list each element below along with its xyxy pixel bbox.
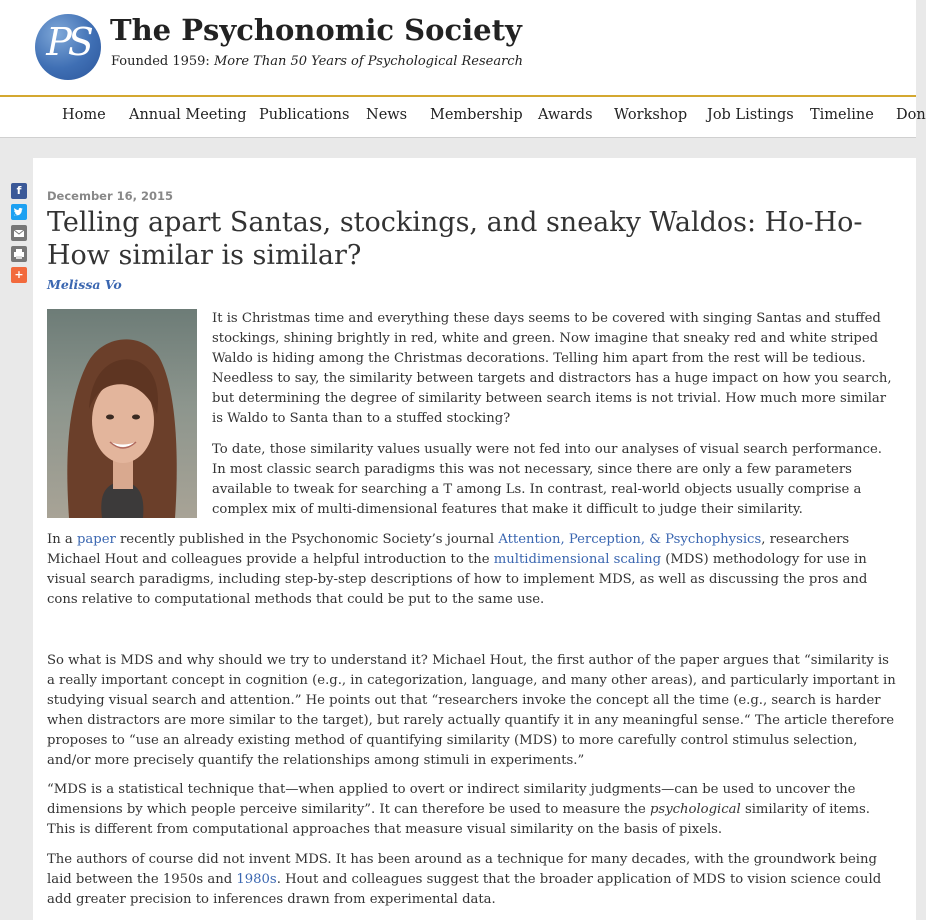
tagline-prefix: Founded 1959: xyxy=(111,54,210,69)
paragraph-paper xyxy=(47,530,897,610)
text-span: In a xyxy=(47,532,77,547)
email-icon[interactable] xyxy=(11,225,27,241)
twitter-icon[interactable] xyxy=(11,204,27,220)
journal-link[interactable]: Attention, Perception, & Psychophysics xyxy=(498,532,762,547)
post-date: December 16, 2015 xyxy=(47,189,174,203)
text-span: recently published in the Psychonomic Society’s journal xyxy=(115,532,499,547)
1980s-link[interactable]: 1980s xyxy=(236,872,277,887)
author-photo xyxy=(47,309,197,518)
nav-home[interactable]: Home xyxy=(62,107,106,123)
nav-publications[interactable]: Publications xyxy=(259,107,350,123)
nav-news[interactable]: News xyxy=(366,107,408,123)
paragraph-what-is-mds: So what is MDS and why should we try to understand it? Michael Hout, the first author of the paper argues that “similarity is a really important concept in cognition (e.g., in categorization, language, and many other areas), and particularly important in studying visual search and attention.” He points out that “researchers invoke the concept all the time (e.g., search is harder when distractors are more similar to the target), but rarely actually quantify it in any meaningful sense.“ The article therefore proposes to “use an already existing method of quantifying similarity (MDS) to more carefully control stimulus selection, and/or more precisely quantify the relationships among stimuli in experiments.” xyxy=(47,653,896,768)
nav-donate[interactable]: Don xyxy=(896,107,926,123)
site-title[interactable]: The Psychonomic Society xyxy=(110,13,522,47)
paragraph-mds-definition xyxy=(47,780,897,840)
nav-job-listings[interactable]: Job Listings xyxy=(707,107,794,123)
nav-awards[interactable]: Awards xyxy=(538,107,593,123)
facebook-icon[interactable]: f xyxy=(11,183,27,199)
text-span: similarity of items. This is different from computational approaches that measure visual similarity on the basis of pixels. xyxy=(47,802,870,837)
paper-link[interactable]: paper xyxy=(76,532,116,547)
text-span: , researchers Michael Hout and colleagues provide a helpful introduction to the xyxy=(47,532,850,567)
author-link[interactable]: Melissa Vo xyxy=(47,277,122,292)
text-span: (MDS) methodology for use in visual search paradigms, including step-by-step descriptions of how to implement MDS, as well as discussing the pros and cons relative to computational methods that could be put to the same use. xyxy=(47,552,868,607)
nav-membership[interactable]: Membership xyxy=(430,107,523,123)
logo-text: PS xyxy=(46,20,90,64)
main-nav xyxy=(0,97,926,138)
print-icon[interactable] xyxy=(11,246,27,262)
site-logo[interactable] xyxy=(35,14,101,80)
mds-link[interactable]: multidimensional scaling xyxy=(493,552,662,567)
site-header xyxy=(0,0,916,95)
text-span: . Hout and colleagues suggest that the broader application of MDS to vision science could add greater precision to inferences drawn from experimental data. xyxy=(47,872,882,907)
text-span: “MDS is a statistical technique that—when applied to overt or indirect similarity judgments—can be used to uncover the dimensions by which people perceive similarity”. It can therefore be used to measure the xyxy=(47,782,856,817)
nav-timeline[interactable]: Timeline xyxy=(810,107,874,123)
paragraph-background: To date, those similarity values usually were not fed into our analyses of visual search performance. In most classic search paradigms this was not necessary, since there are only a few parameters available to tweak for searching a T among Ls. In contrast, real-world objects usually comprise a complex mix of multi-dimensional features that make it difficult to judge their similarity. xyxy=(212,442,882,517)
site-tagline xyxy=(111,54,523,69)
paragraph-history xyxy=(47,850,897,910)
article-title: Telling apart Santas, stockings, and sneaky Waldos: Ho-Ho-How similar is similar? xyxy=(47,207,863,271)
text-span: The authors of course did not invent MDS. It has been around as a technique for many decades, with the groundwork being laid between the 1950s and xyxy=(47,852,877,887)
nav-annual-meeting[interactable]: Annual Meeting xyxy=(129,107,247,123)
nav-workshop[interactable]: Workshop xyxy=(614,107,688,123)
emphasis-text: psychological xyxy=(649,802,741,817)
add-icon[interactable]: + xyxy=(11,267,27,283)
tagline-italic: More Than 50 Years of Psychological Research xyxy=(213,54,523,69)
paragraph-intro: It is Christmas time and everything these days seems to be covered with singing Santas and stuffed stockings, shining brightly in red, white and green. Now imagine that sneaky red and white striped Waldo is hiding among the Christmas decorations. Telling him apart from the rest will be tedious. Needless to say, the similarity between targets and distractors has a huge impact on how you search, but determining the degree of similarity between search items is not trivial. How much more similar is Waldo to Santa than to a stuffed stocking? xyxy=(212,311,892,426)
